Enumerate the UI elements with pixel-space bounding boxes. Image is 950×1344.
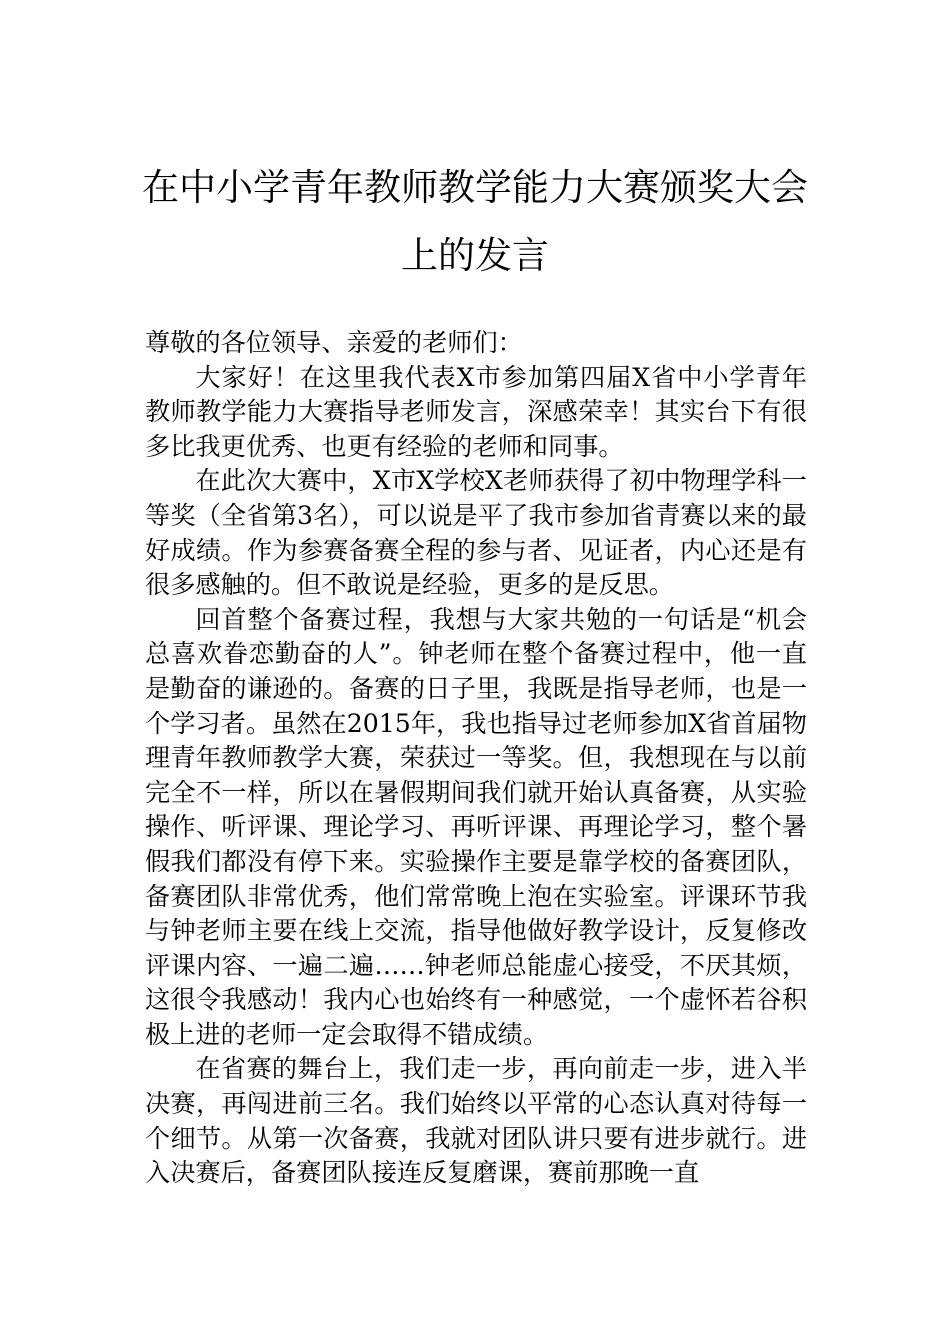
document-title-line-1: 在中小学青年教师教学能力大赛颁奖大会 <box>142 166 808 209</box>
salutation: 尊敬的各位领导、亲爱的老师们： <box>145 328 523 357</box>
paragraph-1: 大家好！在这里我代表X市参加第四届X省中小学青年教师教学能力大赛指导老师发言，深感荣幸！其实台下有很多比我更优秀、也更有经验的老师和同事。 <box>145 362 807 461</box>
document-title-line-2: 上的发言 <box>401 234 549 277</box>
paragraph-4: 在省赛的舞台上，我们走一步，再向前走一步，进入半决赛，再闯进前三名。我们始终以平常的心态认真对待每一个细节。从第一次备赛，我就对团队讲只要有进步就行。进入决赛后，备赛团队接连反复磨课，赛前那晚一直 <box>145 1054 807 1188</box>
paragraph-2: 在此次大赛中，X市X学校X老师获得了初中物理学科一等奖（全省第3名），可以说是平了我市参加省青赛以来的最好成绩。作为参赛备赛全程的参与者、见证者，内心还是有很多感触的。但不敢说是经验，更多的是反思。 <box>145 466 807 600</box>
document-body <box>145 326 807 1191</box>
paragraph-3: 回首整个备赛过程，我想与大家共勉的一句话是“机会总喜欢眷恋勤奋的人”。钟老师在整个备赛过程中，他一直是勤奋的谦逊的。备赛的日子里，我既是指导老师，也是一个学习者。虽然在2015年，我也指导过老师参加X省首届物理青年教师教学大赛，荣获过一等奖。但，我想现在与以前完全不一样，所以在暑假期间我们就开始认真备赛，从实验操作、听评课、理论学习、再听评课、再理论学习，整个暑假我们都没有停下来。实验操作主要是靠学校的备赛团队，备赛团队非常优秀，他们常常晚上泡在实验室。评课环节我与钟老师主要在线上交流，指导他做好教学设计，反复修改评课内容、一遍二遍……钟老师总能虚心接受，不厌其烦，这很令我感动！我内心也始终有一种感觉，一个虚怀若谷积极上进的老师一定会取得不错成绩。 <box>145 604 807 1049</box>
